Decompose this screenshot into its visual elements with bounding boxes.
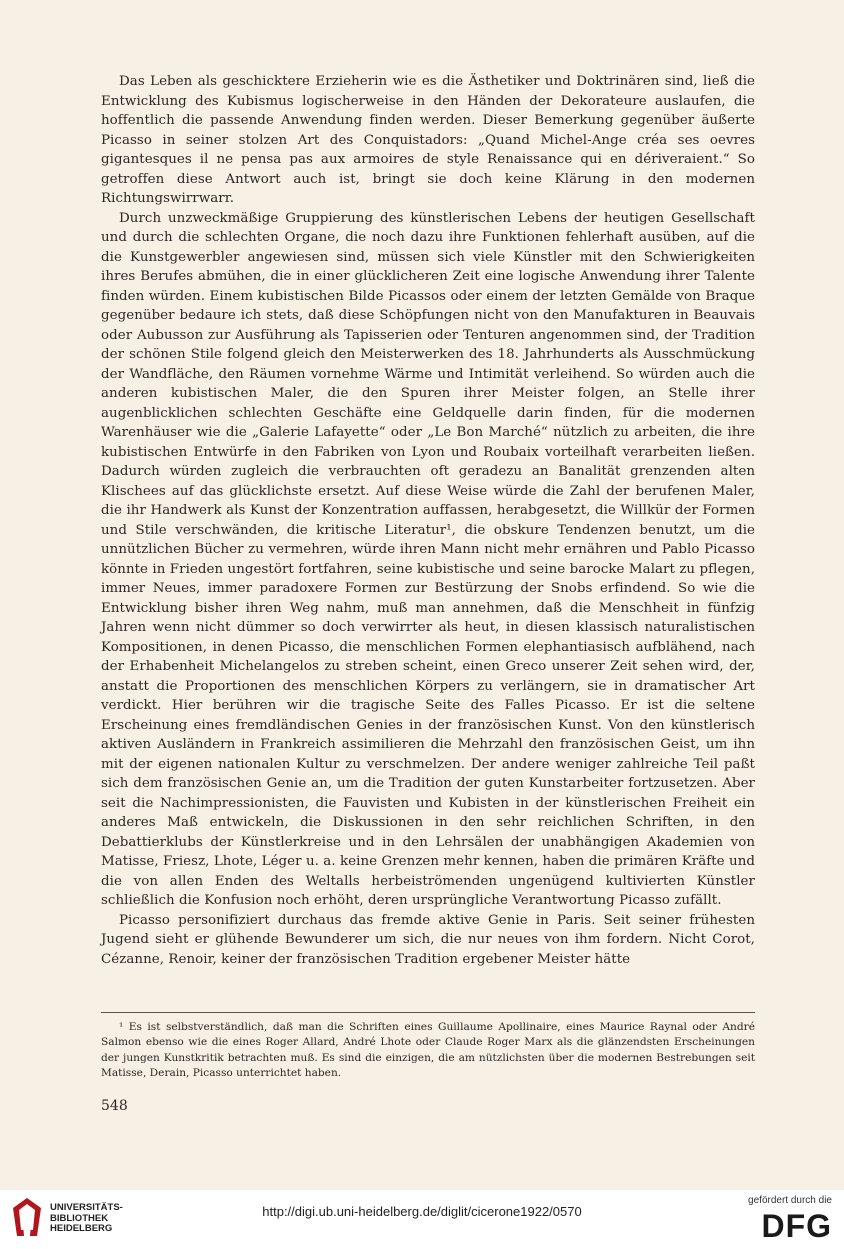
library-line-3: HEIDELBERG [50, 1223, 113, 1235]
dfg-logo: DFG [761, 1208, 832, 1244]
library-line-1: UNIVERSITÄTS- [50, 1202, 123, 1213]
page-number: 548 [101, 1098, 128, 1114]
footnote-text: ¹ Es ist selbstverständlich, daß man die Schriften eines Guillaume Apollinaire, eines Maurice Raynal oder André Salmon ebenso wie die eines Roger Allard, André Lhote oder Claude Roger Marx als die glänzendsten Erscheinungen der jungen Kunstkritik betrachten muß. Es sind die einzigen, die am nützlichsten über die modernen Bestrebungen seit Matisse, Derain, Picasso unterrichtet haben. [101, 1021, 755, 1080]
viewer-footer [0, 1190, 844, 1249]
footnote-rule [101, 1012, 755, 1013]
permalink-url[interactable]: http://digi.ub.uni-heidelberg.de/diglit/cicerone1922/0570 [262, 1204, 582, 1219]
paragraph-1: Das Leben als geschicktere Erzieherin wie es die Ästhetiker und Doktrinären sind, ließ die Entwicklung des Kubismus logischerweise in den Händen der Dekorateure auslaufen, die hoffentlich die passende Anwendung finden werden. Dieser Bemerkung gegenüber äußerte Picasso in seiner stolzen Art des Conquistadors: „Quand Michel-Ange créa ses oevres gigantesques il ne pensa pas aux armoires de style Renaissance qui en dériveraient.“ So getroffen diese Antwort auch ist, bringt sie doch keine Klärung in den modernen Richtungswirrwarr. [101, 74, 755, 206]
body-text [101, 72, 755, 969]
footnote [101, 1020, 755, 1082]
library-line-2: BIBLIOTHEK [50, 1212, 109, 1224]
funding-label: gefördert durch die [748, 1195, 832, 1206]
paragraph-3: Picasso personifiziert durchaus das fremde aktive Genie in Paris. Seit seiner frühesten Jugend sieht er glühende Bewunderer um sich, die nur neues von ihm fordern. Nicht Corot, Cézanne, Renoir, keiner der französischen Tradition ergebener Meister hätte [101, 912, 755, 967]
paragraph-2: Durch unzweckmäßige Gruppierung des künstlerischen Lebens der heutigen Gesellschaft und durch die schlechten Organe, die noch dazu ihre Funktionen fehlerhaft ausüben, auf die die Kunstgewerbler angewiesen sind, müssen sich viele Künstler mit den Schwierigkeiten ihres Berufes abmühen, die in einer glücklicheren Zeit eine logische Anwendung ihrer Talente finden würden. Einem kubistischen Bilde Picassos oder einem der letzten Gemälde von Braque gegenüber bedaure ich stets, daß diese Schöpfungen nicht von den Manufakturen in Beauvais oder Aubusson zur Ausführung als Tapisserien oder Tenturen angenommen sind, der Tradition der schönen Stile folgend gleich den Meisterwerken des 18. Jahrhunderts als Ausschmückung der Wandfläche, den Räumen vornehme Wärme und Intimität verleihend. So würden auch die anderen kubistischen Maler, die den Spuren ihrer Meister folgen, an Stelle ihrer augenblicklichen schlechten Geschäfte eine Geldquelle darin finden, für die modernen Warenhäuser wie die „Galerie Lafayette“ oder „Le Bon Marché“ nützlich zu arbeiten, die ihre kubistischen Entwürfe in den Fabriken von Lyon und Roubaix vorteilhaft verarbeiten ließen. Dadurch würden zugleich die verbrauchten oft geradezu an Banalität grenzenden alten Klischees auf das glücklichste ersetzt. Auf diese Weise würde die Zahl der berufenen Maler, die ihr Handwerk als Kunst der Konzentration auffassen, herabgesetzt, die Willkür der Formen und Stile verschwänden, die kritische Literatur¹, die obskure Tendenzen benutzt, um die unnützlichen Bücher zu vermehren, würde ihren Mann nicht mehr ernähren und Pablo Picasso könnte in Frieden ungestört fortfahren, seine kubistische und seine barocke Malart zu pflegen, immer Neues, immer paradoxere Formen zur Bestürzung der Snobs erfindend. So wie die Entwicklung bisher ihren Weg nahm, muß man annehmen, daß die Menschheit in fünfzig Jahren wenn nicht dümmer so doch verwirrter als heut, in diesen klassisch naturalistischen Kompositionen, in denen Picasso, die menschlichen Formen elephantiasisch aufblähend, nach der Erhabenheit Michelangelos zu streben scheint, einen Greco unserer Zeit sehen wird, der, anstatt die Proportionen des menschlichen Körpers zu verlängern, sie in dramatischer Art verdickt. Hier berühren wir die tragische Seite des Falles Picasso. Er ist die seltene Erscheinung eines fremdländischen Genies in der französischen Kunst. Von den künstlerisch aktiven Ausländern in Frankreich assimilieren die Mehrzahl den französischen Geist, um ihn mit der eigenen nationalen Kultur zu verschmelzen. Der andere weniger zahlreiche Teil paßt sich dem französischen Genie an, um die Tradition der guten Kunstarbeiter fortzusetzen. Aber seit die Nachimpressionisten, die Fauvisten und Kubisten in der künstlerischen Freiheit ein anderes Maß entwickeln, die Diskussionen in den sehr reichlichen Schriften, in den Debattierklubs der Künstlerkreise und in den Lehrsälen der unabhängigen Akademien von Matisse, Friesz, Lhote, Léger u. a. keine Grenzen mehr kennen, haben die primären Kräfte und die von allen Enden des Weltalls herbeiströmenden ungenügend kultivierten Künstler schließlich die Konfusion noch erhöht, deren ursprüngliche Verantwortung Picasso zufällt. [101, 210, 755, 908]
